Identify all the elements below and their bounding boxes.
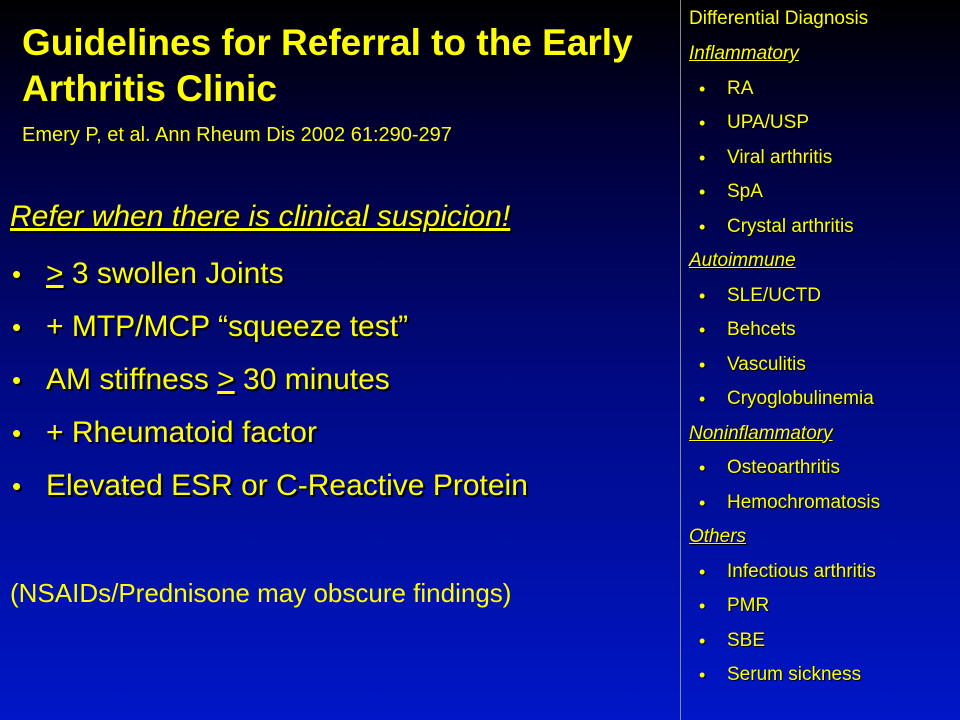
bullet-icon: • bbox=[699, 182, 706, 202]
diagnosis-item: • Viral arthritis bbox=[699, 146, 833, 168]
bullet-icon: • bbox=[12, 471, 22, 501]
diagnosis-item: • Hemochromatosis bbox=[699, 491, 881, 513]
criterion-text: 30 minutes bbox=[234, 363, 390, 396]
differential-diagnosis-panel bbox=[680, 0, 960, 720]
differential-list bbox=[689, 43, 880, 699]
criterion-esr-crp bbox=[10, 468, 528, 504]
category-autoimmune: Autoimmune bbox=[689, 250, 796, 271]
bullet-icon: • bbox=[12, 259, 22, 289]
criterion-squeeze-test bbox=[10, 309, 528, 345]
diagnosis-item: • PMR bbox=[699, 595, 770, 616]
greater-equal-symbol: > bbox=[217, 363, 235, 396]
bullet-icon: • bbox=[12, 418, 22, 448]
bullet-icon: • bbox=[699, 492, 706, 513]
diagnosis-item: • Cryoglobulinemia bbox=[699, 388, 874, 409]
diagnosis-item: • Osteoarthritis bbox=[699, 457, 840, 478]
category-noninflammatory: Noninflammatory bbox=[689, 422, 833, 444]
differential-title: Differential Diagnosis bbox=[689, 8, 869, 29]
bullet-icon: • bbox=[699, 285, 706, 306]
bullet-icon: • bbox=[699, 147, 706, 168]
diagnosis-item: • Behcets bbox=[699, 319, 796, 340]
bullet-icon: • bbox=[699, 354, 706, 375]
referral-subheading: Refer when there is clinical suspicion! bbox=[10, 200, 511, 233]
diagnosis-item: • Vasculitis bbox=[699, 353, 806, 375]
criterion-am-stiffness bbox=[10, 362, 528, 398]
nsaid-note: (NSAIDs/Prednisone may obscure findings) bbox=[10, 578, 512, 608]
diagnosis-item: • Crystal arthritis bbox=[699, 215, 854, 237]
criterion-rheumatoid-factor bbox=[10, 415, 528, 451]
criterion-text: + Rheumatoid factor bbox=[46, 416, 317, 449]
criterion-text: Elevated ESR or C-Reactive Protein bbox=[46, 469, 528, 502]
criterion-text: + MTP/MCP “squeeze test” bbox=[46, 310, 409, 343]
bullet-icon: • bbox=[699, 113, 706, 133]
bullet-icon: • bbox=[699, 78, 706, 99]
bullet-icon: • bbox=[699, 389, 706, 409]
bullet-icon: • bbox=[699, 630, 706, 651]
bullet-icon: • bbox=[699, 320, 706, 340]
citation: Emery P, et al. Ann Rheum Dis 2002 61:290-297 bbox=[22, 124, 452, 146]
slide-title: Guidelines for Referral to the Early Arthritis Clinic bbox=[22, 22, 633, 109]
greater-equal-symbol: > bbox=[46, 257, 64, 290]
diagnosis-item: • SBE bbox=[699, 629, 766, 651]
referral-criteria-list bbox=[10, 256, 528, 521]
criterion-text: 3 swollen Joints bbox=[63, 257, 284, 290]
diagnosis-item: • RA bbox=[699, 77, 754, 99]
category-others: Others bbox=[689, 526, 747, 547]
diagnosis-item: • SLE/UCTD bbox=[699, 284, 821, 306]
diagnosis-item: • Serum sickness bbox=[699, 664, 862, 685]
criterion-text: AM stiffness bbox=[46, 363, 218, 396]
category-inflammatory: Inflammatory bbox=[689, 43, 799, 64]
diagnosis-item: • SpA bbox=[699, 181, 763, 202]
bullet-icon: • bbox=[699, 665, 706, 685]
bullet-icon: • bbox=[699, 596, 706, 616]
bullet-icon: • bbox=[699, 216, 706, 237]
criterion-swollen-joints bbox=[10, 256, 528, 292]
bullet-icon: • bbox=[699, 561, 706, 582]
bullet-icon: • bbox=[12, 365, 22, 395]
diagnosis-item: • UPA/USP bbox=[699, 112, 810, 133]
bullet-icon: • bbox=[12, 312, 22, 342]
bullet-icon: • bbox=[699, 458, 706, 478]
diagnosis-item: • Infectious arthritis bbox=[699, 560, 876, 582]
